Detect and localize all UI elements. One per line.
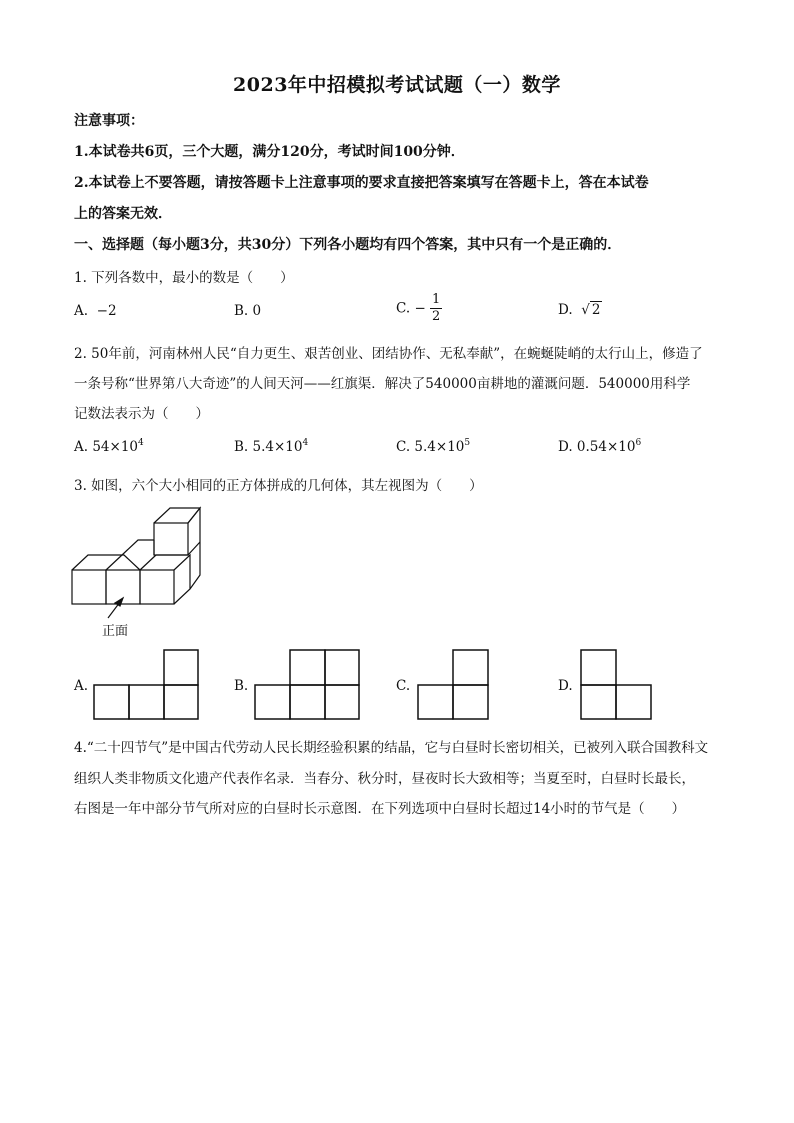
option-b-label: B.	[234, 303, 249, 319]
question-3-stem: 3. 如图，六个大小相同的正方体拼成的几何体，其左视图为（ ）	[74, 478, 483, 494]
option-b-base: B. 5.4×10	[234, 439, 303, 455]
option-a-exponent: 4	[138, 438, 144, 448]
question-2-line-1: 2. 50年前，河南林州人民“自力更生、艰苦创业、团结协作、无私奉献”，在蜿蜒陡峭的太行山上，修造了	[74, 346, 703, 362]
question-3-option-c-view	[417, 649, 489, 721]
fraction-numerator: 1	[432, 292, 441, 307]
question-2-line-2: 一条号称“世界第八大奇迹”的人间天河——红旗渠．解决了540000亩耕地的灌溉问题．540000用科学	[74, 376, 691, 392]
notice-heading: 注意事项：	[74, 113, 144, 129]
cube-front-face	[72, 570, 106, 604]
sqrt-expression	[581, 302, 602, 318]
cube-edge	[188, 542, 200, 555]
front-label: 正面	[102, 624, 129, 639]
fraction-denominator: 2	[432, 309, 441, 324]
question-3-option-a-view	[93, 649, 199, 721]
notice-item-2-line-1: 2.本试卷上不要答题，请按答题卡上注意事项的要求直接把答案填写在答题卡上，答在本试卷	[74, 175, 649, 191]
option-c-base: C. 5.4×10	[396, 439, 465, 455]
question-1-stem: 1. 下列各数中，最小的数是（ ）	[74, 270, 294, 286]
cube-edge	[140, 555, 156, 570]
cube-side-face	[174, 555, 190, 604]
notice-item-2-line-2: 上的答案无效．	[74, 206, 172, 222]
option-a-value: −2	[96, 303, 117, 319]
question-3-option-b-label: B.	[234, 678, 249, 694]
option-d-label: D.	[558, 302, 573, 318]
option-a-base: A. 54×10	[74, 439, 138, 455]
question-1-option-b	[234, 303, 261, 319]
question-2-option-b	[234, 438, 308, 455]
option-b-value: 0	[252, 303, 262, 319]
option-d-base: D. 0.54×10	[558, 439, 636, 455]
cube-top-face	[122, 540, 154, 555]
arrow-head-icon	[115, 598, 123, 606]
question-1-option-c	[396, 292, 442, 325]
cube-front-face	[140, 570, 174, 604]
option-c-label: C.	[396, 300, 411, 317]
option-c-fraction	[430, 292, 442, 325]
question-3-option-c-label: C.	[396, 678, 411, 694]
cube-edge	[106, 555, 122, 570]
question-3-option-d-view	[580, 649, 652, 721]
question-2-option-c	[396, 438, 470, 455]
question-3-option-b-view	[254, 649, 360, 721]
sqrt-radicand: 2	[591, 302, 601, 318]
cube-top-face	[72, 555, 140, 570]
question-2-line-3: 记数法表示为（ ）	[74, 406, 209, 422]
option-c-sign: −	[414, 300, 426, 317]
question-1-option-a	[74, 303, 117, 319]
option-c-exponent: 5	[464, 438, 471, 448]
question-3-option-d-label: D.	[558, 678, 573, 694]
option-b-exponent: 4	[302, 438, 309, 448]
cube-top-face	[154, 508, 200, 523]
section-1-heading: 一、选择题（每小题3分，共30分）下列各小题均有四个答案，其中只有一个是正确的．	[74, 237, 622, 253]
cube-front-face	[154, 523, 188, 555]
question-2-option-d	[558, 438, 641, 455]
question-2-option-a	[74, 438, 144, 455]
option-a-label: A.	[74, 303, 89, 319]
notice-item-1: 1.本试卷共6页，三个大题，满分120分，考试时间100分钟．	[74, 144, 465, 160]
question-4-line-1: 4.“二十四节气”是中国古代劳动人民长期经验积累的结晶，它与白昼时长密切相关，已被列入联合国教科文	[74, 740, 709, 756]
question-3-option-a-label: A.	[74, 678, 89, 694]
sqrt-sign-icon: √	[581, 302, 590, 318]
cube-figure	[70, 505, 220, 635]
question-1-option-d	[558, 302, 602, 318]
question-4-line-2: 组织人类非物质文化遗产代表作名录．当春分、秋分时，昼夜时长大致相等；当夏至时，白昼时长最长，	[74, 771, 695, 787]
question-4-line-3: 右图是一年中部分节气所对应的白昼时长示意图．在下列选项中白昼时长超过14小时的节气是（ ）	[74, 801, 686, 817]
option-d-exponent: 6	[635, 438, 642, 448]
exam-title: 2023年中招模拟考试试题（一）数学	[233, 74, 561, 96]
